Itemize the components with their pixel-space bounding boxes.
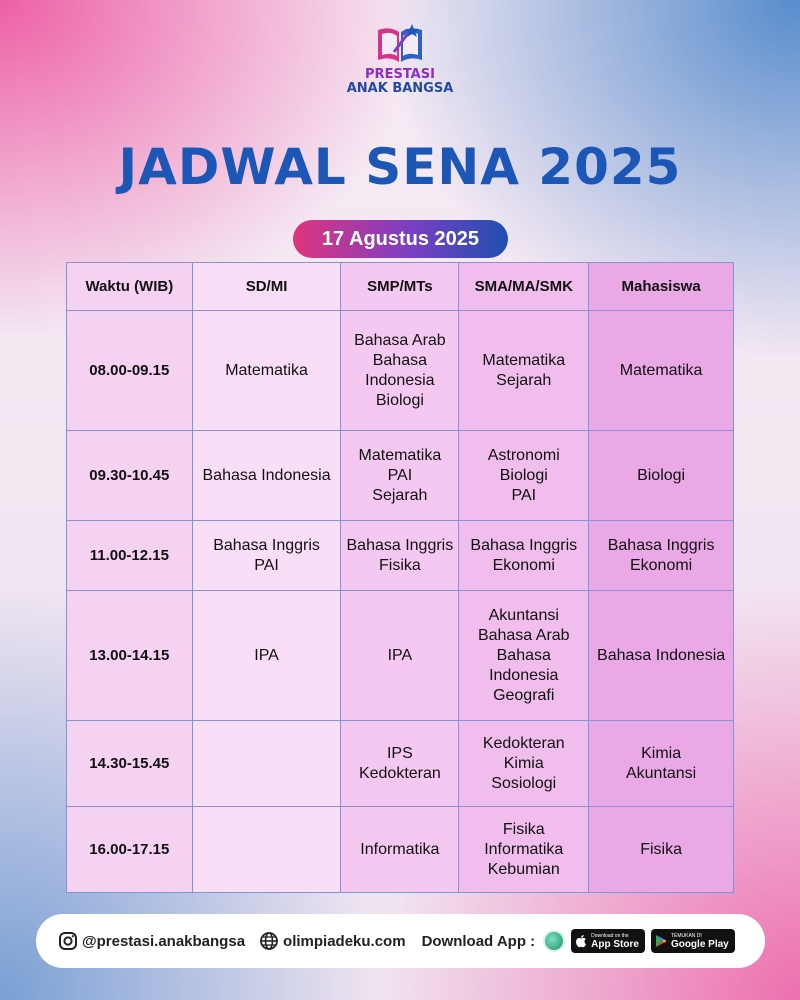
- cell-mhs: [589, 521, 734, 591]
- cell-time: 08.00-09.15: [67, 311, 193, 431]
- subject-line: Bahasa Inggris: [470, 536, 578, 554]
- cell-sd: [192, 521, 341, 591]
- instagram-icon: [58, 931, 78, 951]
- subject-line: Bahasa: [496, 646, 551, 664]
- brand-logo: [0, 22, 800, 96]
- schedule-body: [67, 311, 734, 893]
- subject-line: Biologi: [637, 466, 686, 484]
- cell-time: 11.00-12.15: [67, 521, 193, 591]
- footer-bar: [36, 914, 765, 968]
- cell-sma: [459, 721, 589, 807]
- subject-line: Bahasa Arab: [477, 626, 570, 644]
- subject-line: Indonesia: [365, 371, 435, 389]
- subject-line: Bahasa Arab: [354, 331, 446, 349]
- table-header-row: [67, 263, 734, 311]
- cell-mhs: [589, 311, 734, 431]
- subject-line: Fisika: [378, 556, 421, 574]
- apple-icon: [575, 934, 587, 948]
- subject-line: Indonesia: [489, 666, 559, 684]
- cell-sma: [459, 591, 589, 721]
- subject-line: IPA: [254, 646, 279, 664]
- subject-line: Akuntansi: [488, 606, 559, 624]
- cell-smp: [341, 431, 459, 521]
- subject-line: Bahasa: [372, 351, 427, 369]
- cell-sma: [459, 311, 589, 431]
- website-link[interactable]: [259, 931, 406, 951]
- subject-line: Sosiologi: [491, 774, 557, 792]
- date-badge: 17 Agustus 2025: [293, 220, 508, 258]
- cell-mhs: [589, 591, 734, 721]
- subject-line: Kimia: [641, 744, 682, 762]
- app-store-big: App Store: [591, 938, 639, 950]
- subject-line: Ekonomi: [492, 556, 555, 574]
- subject-line: Sejarah: [496, 371, 552, 389]
- table-row: [67, 807, 734, 893]
- header-mahasiswa: Mahasiswa: [589, 263, 734, 311]
- header-sma: SMA/MA/SMK: [459, 263, 589, 311]
- subject-line: Fisika: [502, 820, 545, 838]
- instagram-link[interactable]: [58, 931, 245, 951]
- subject-line: IPA: [387, 646, 413, 664]
- subject-line: Fisika: [640, 840, 682, 858]
- cell-sd: [192, 807, 341, 893]
- google-play-button[interactable]: [651, 929, 735, 953]
- subject-line: Bahasa Indonesia: [202, 466, 331, 484]
- app-store-small: Download on the: [591, 932, 629, 939]
- table-row: [67, 311, 734, 431]
- subject-line: Bahasa Indonesia: [597, 646, 726, 664]
- cell-sma: [459, 521, 589, 591]
- subject-line: Bahasa Inggris: [607, 536, 715, 554]
- cell-smp: [341, 521, 459, 591]
- page-title: JADWAL SENA 2025: [118, 138, 682, 196]
- cell-time: 09.30-10.45: [67, 431, 193, 521]
- cell-smp: [341, 807, 459, 893]
- subject-line: Matematika: [225, 361, 308, 379]
- subject-line: Matematika: [619, 361, 703, 379]
- subject-line: PAI: [387, 466, 413, 484]
- subject-line: Kimia: [503, 754, 544, 772]
- instagram-handle: @prestasi.anakbangsa: [82, 932, 246, 950]
- subject-line: Matematika: [482, 351, 566, 369]
- subject-line: Informatika: [360, 840, 440, 858]
- cell-sd: [192, 721, 341, 807]
- logo-line-1: PRESTASI: [365, 67, 435, 82]
- header-smp: SMP/MTs: [341, 263, 459, 311]
- logo-line-2: ANAK BANGSA: [346, 81, 454, 96]
- google-play-small: TEMUKAN DI: [670, 932, 702, 939]
- cell-sma: [459, 431, 589, 521]
- table-row: [67, 721, 734, 807]
- cell-sd: [192, 431, 341, 521]
- book-star-icon: [372, 22, 428, 66]
- subject-line: Sejarah: [372, 486, 428, 504]
- subject-line: Geografi: [493, 686, 555, 704]
- subject-line: Kedokteran: [358, 764, 441, 782]
- cell-smp: [341, 311, 459, 431]
- subject-line: Bahasa Inggris: [213, 536, 320, 554]
- globe-icon: [259, 931, 279, 951]
- header-time: Waktu (WIB): [67, 263, 193, 311]
- subject-line: Biologi: [499, 466, 548, 484]
- subject-line: Akuntansi: [625, 764, 697, 782]
- table-row: [67, 431, 734, 521]
- subject-line: Kebumian: [487, 860, 560, 878]
- cell-time: 16.00-17.15: [67, 807, 193, 893]
- subject-line: Informatika: [484, 840, 564, 858]
- subject-line: Matematika: [358, 446, 442, 464]
- cell-smp: [341, 591, 459, 721]
- cell-time: 14.30-15.45: [67, 721, 193, 807]
- subject-line: Ekonomi: [629, 556, 693, 574]
- subject-line: Bahasa Inggris: [346, 536, 454, 554]
- cell-mhs: [589, 721, 734, 807]
- google-play-big: Google Play: [670, 938, 729, 950]
- table-row: [67, 521, 734, 591]
- website-url: olimpiadeku.com: [283, 932, 406, 950]
- app-logo-icon[interactable]: [543, 930, 565, 952]
- subject-line: IPS: [386, 744, 413, 762]
- cell-mhs: [589, 807, 734, 893]
- subject-line: Biologi: [375, 391, 424, 409]
- app-store-button[interactable]: [571, 929, 645, 953]
- download-label: Download App :: [421, 932, 536, 950]
- cell-smp: [341, 721, 459, 807]
- subject-line: Kedokteran: [482, 734, 565, 752]
- subject-line: PAI: [511, 486, 537, 504]
- schedule-table: [66, 262, 734, 893]
- cell-mhs: [589, 431, 734, 521]
- google-play-icon: [655, 934, 667, 948]
- subject-line: Astronomi: [487, 446, 560, 464]
- cell-sd: [192, 311, 341, 431]
- cell-time: 13.00-14.15: [67, 591, 193, 721]
- cell-sd: [192, 591, 341, 721]
- cell-sma: [459, 807, 589, 893]
- header-sd: SD/MI: [192, 263, 341, 311]
- subject-line: PAI: [254, 556, 279, 574]
- table-row: [67, 591, 734, 721]
